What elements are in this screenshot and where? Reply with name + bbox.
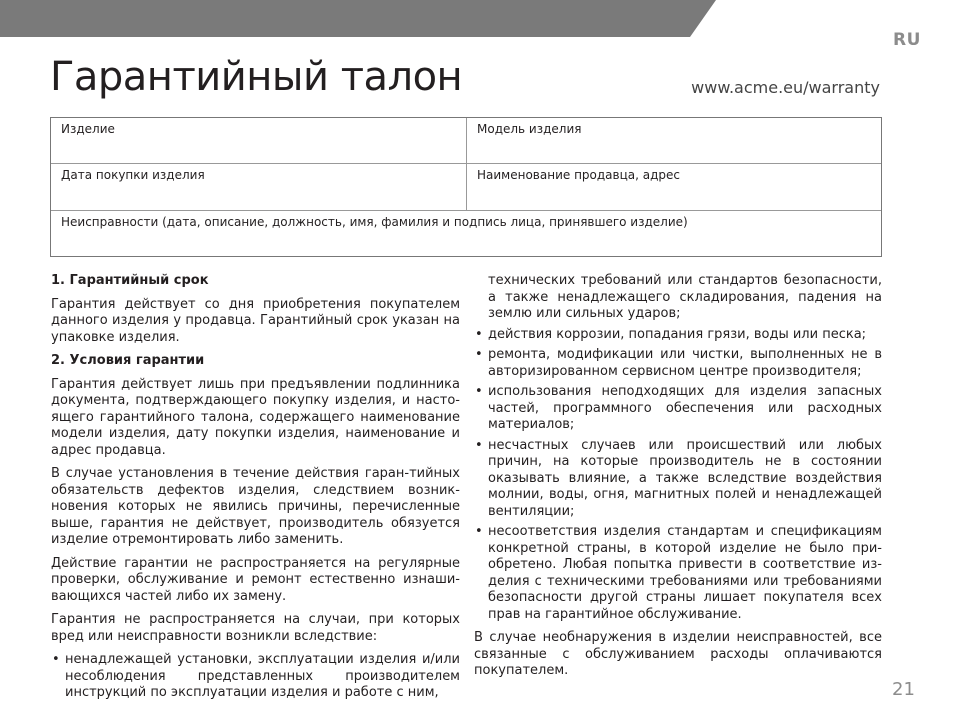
list-item: • использования неподходящих для изделия запасных частей, программного обеспечения или расходных материалов; <box>474 384 882 434</box>
list-item-continued: технических требований или стандартов безопасности, а также ненадлежащего складирования, падения на землю или сильных ударов; <box>488 273 882 321</box>
list-item: • ремонта, модификации или чистки, выполненных не в авторизированном сервисном центре производителя; <box>474 347 882 380</box>
list-item: • несоответствия изделия стандартам и спецификациям конкретной страны, в которой изделие не было приобретено. Любая попытка привести в соответствие изделия с техническими требованиями или требованиями безопасности другой страны лишает покупателя всех прав на гарантийное обслуживание. <box>474 524 882 623</box>
section-heading-warranty-period: 1. Гарантийный срок <box>51 273 209 288</box>
list-item: • действия коррозии, попадания грязи, воды или песка; <box>474 327 882 344</box>
paragraph: В случае необнаружения в изделии неисправностей, все связанные с обслуживанием расходы оплачиваются покупателем. <box>474 630 882 678</box>
warranty-url[interactable]: www.acme.eu/warranty <box>691 78 880 97</box>
form-cell-product[interactable]: Изделие <box>51 118 467 164</box>
paragraph: Гарантия действует лишь при предъявлении подлинника документа, подтверждающего покупку изделия, и настоящего гарантийного талона, содержащего наименование модели изделия, дату покупки изделия, наименование и адрес продавца. <box>51 376 460 458</box>
warranty-form <box>50 117 882 257</box>
page-title: Гарантийный талон <box>50 54 463 100</box>
paragraph: Гарантия не распространяется на случаи, при которых вред или неисправности возникли вследствие: <box>51 612 460 644</box>
form-cell-defects[interactable]: Неисправности (дата, описание, должность, имя, фамилия и подпись лица, принявшего изделие) <box>61 215 688 229</box>
right-column <box>474 273 882 687</box>
list-item: • несчастных случаев или происшествий или любых причин, на которые производитель не в состоянии оказывать влияние, а также вследствие воздействия молнии, воды, огня, магнитных полей и ненадлежащей вентиляции; <box>474 438 882 521</box>
language-badge: RU <box>893 30 921 50</box>
form-cell-model[interactable]: Модель изделия <box>467 118 881 164</box>
form-cell-purchase-date[interactable]: Дата покупки изделия <box>51 164 467 211</box>
paragraph: Действие гарантии не распространяется на регулярные проверки, обслуживание и ремонт естественно изнашивающихся частей либо их замену. <box>51 555 460 604</box>
exclusions-list <box>51 652 460 702</box>
paragraph: Гарантия действует со дня приобретения покупателем данного изделия у продавца. Гарантийный срок указан на упаковке изделия. <box>51 296 460 345</box>
header-band <box>0 0 954 38</box>
exclusions-list-continued <box>474 327 882 624</box>
section-heading-warranty-conditions: 2. Условия гарантии <box>51 353 205 368</box>
page-number: 21 <box>892 679 915 700</box>
list-item: • ненадлежащей установки, эксплуатации изделия и/или несоблюдения представленных производителем инструкций по эксплуатации изделия и работе с ним, <box>51 652 460 702</box>
paragraph: В случае установления в течение действия гаран-тийных обязательств дефектов изделия, следствием возникновения которых не явились причины, перечисленные выше, гарантия не действует, производитель обязуется изделие отремонтировать либо заменить. <box>51 466 460 547</box>
form-cell-seller[interactable]: Наименование продавца, адрес <box>467 164 881 211</box>
left-column <box>51 273 460 709</box>
